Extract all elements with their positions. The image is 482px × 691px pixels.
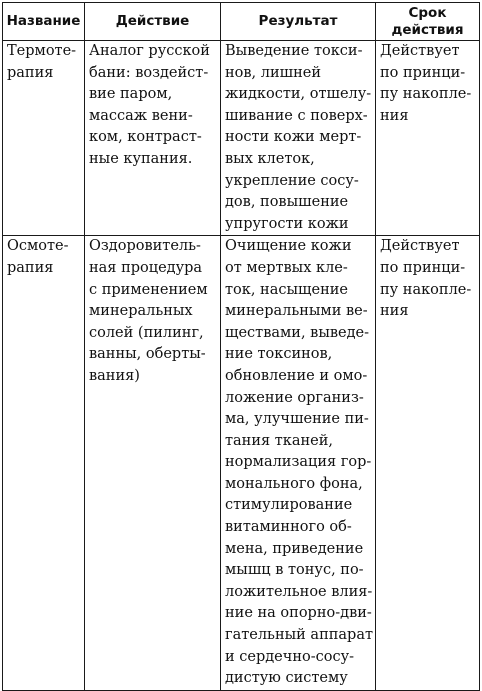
cell-text-line: рапия (7, 259, 54, 276)
header-result: Результат (221, 3, 376, 41)
cell-text-line: ная процедура (89, 259, 203, 276)
cell-text-line: витаминного об- (225, 519, 352, 536)
cell-text-line: гательный аппарат (225, 627, 373, 644)
cell-text-line: мена, приведение (225, 540, 364, 557)
header-duration: Срок действия (376, 3, 480, 41)
cell-text-line: Выведение токси- (225, 43, 363, 59)
cell-text-line: Очищение кожи (225, 238, 352, 255)
cell-text-line: ток, насыщение (225, 281, 348, 298)
cell-text-line: ние токсинов, (225, 346, 333, 363)
table-header-row (3, 3, 480, 41)
cell-text-line: ные купания. (89, 150, 193, 167)
cell-text-line: дов, повышение (225, 194, 349, 211)
cell-text-line: вых клеток, (225, 150, 315, 167)
cell-text-line: ществами, выведе- (225, 324, 370, 341)
cell-text-line: ности кожи мерт- (225, 129, 362, 146)
cell-name (3, 236, 85, 690)
cell-text-line: массаж вени- (89, 107, 193, 124)
cell-text-line: Термоте- (7, 43, 77, 59)
cell-text-line: Действует (380, 43, 460, 59)
cell-text-line: Оздоровитель- (89, 238, 201, 255)
cell-duration (376, 41, 480, 236)
cell-text-line: ложение организ- (225, 389, 364, 406)
cell-text-line: солей (пилинг, (89, 324, 204, 341)
cell-result (221, 236, 376, 690)
cell-text-line: пу накопле- (380, 86, 472, 103)
cell-text-line: дистую систему (225, 670, 348, 687)
cell-text-line: с применением (89, 281, 208, 298)
cell-text-line: ма, улучшение пи- (225, 411, 369, 428)
document-page (2, 2, 479, 687)
table-row (3, 236, 480, 690)
cell-text-line: Действует (380, 238, 460, 255)
cell-text-line: пу накопле- (380, 281, 472, 298)
header-name: Название (3, 3, 85, 41)
cell-text-line: стимулирование (225, 497, 353, 514)
cell-text-line: по принци- (380, 64, 466, 81)
cell-text-line: и сердечно-сосу- (225, 648, 355, 665)
cell-text-line: вания) (89, 367, 140, 384)
cell-text-line: Аналог русской (89, 43, 210, 59)
cell-text-line: ванны, оберты- (89, 346, 206, 363)
table-row (3, 41, 480, 236)
cell-text-line: ложительное влия- (225, 583, 373, 600)
cell-text-line: нормализация гор- (225, 454, 372, 471)
cell-text-line: по принци- (380, 259, 466, 276)
cell-text-line: жидкости, отшелу- (225, 86, 372, 103)
cell-text-line: укрепление сосу- (225, 172, 359, 189)
cell-text-line: вие паром, (89, 86, 173, 103)
cell-text-line: минеральных (89, 303, 193, 320)
cell-duration (376, 236, 480, 690)
cell-text-line: монального фона, (225, 475, 363, 492)
cell-result (221, 41, 376, 236)
cell-text-line: нов, лишней (225, 64, 322, 81)
cell-text-line: шивание с поверх- (225, 107, 368, 124)
cell-text-line: обновление и омо- (225, 367, 368, 384)
cell-text-line: рапия (7, 64, 54, 81)
cell-text-line: ние на опорно-дви- (225, 605, 372, 622)
cell-text-line: Осмоте- (7, 238, 69, 255)
cell-text-line: мышц в тонус, по- (225, 562, 364, 579)
cell-text-line: от мертвых кле- (225, 259, 348, 276)
cell-text-line: упругости кожи (225, 215, 349, 232)
cell-text-line: ния (380, 303, 409, 320)
cell-text-line: ком, контраст- (89, 129, 202, 146)
cell-name (3, 41, 85, 236)
cell-text-line: ния (380, 107, 409, 124)
cell-action (85, 41, 221, 236)
procedures-table (2, 2, 480, 691)
cell-text-line: минеральными ве- (225, 303, 368, 320)
header-action: Действие (85, 3, 221, 41)
cell-action (85, 236, 221, 690)
cell-text-line: тания тканей, (225, 432, 333, 449)
cell-text-line: бани: воздейст- (89, 64, 209, 81)
